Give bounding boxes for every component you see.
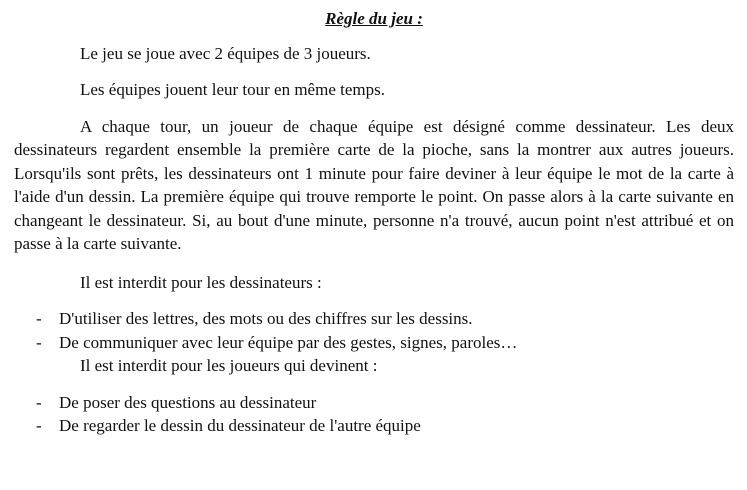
list-item xyxy=(14,391,734,415)
bullet-dash: - xyxy=(36,392,42,412)
bullet-dash: - xyxy=(36,416,42,435)
list-item xyxy=(14,331,734,355)
list-item-text: D'utiliser des lettres, des mots ou des chiffres sur les dessins. xyxy=(59,309,473,328)
list-item xyxy=(14,307,734,331)
guessers-forbidden-list xyxy=(14,391,734,438)
list-item-text: De regarder le dessin du dessinateur de l'autre équipe xyxy=(59,416,421,435)
drawers-forbidden-list xyxy=(14,307,734,354)
rules-document xyxy=(14,7,734,438)
rule-paragraph-play: A chaque tour, un joueur de chaque équipe est désigné comme dessinateur. Les deux dessinateurs regardent ensemble la première carte de la pioche, sans la montrer aux autres joueurs. Lorsqu'ils sont prêts, les dessinateurs ont 1 minute pour faire deviner à leur équipe le mot de la carte à l'aide d'un dessin. La première équipe qui trouve remporte le point. On passe alors à la carte suivante en changeant le dessinateur. Si, au bout d'une minute, personne n'a trouvé, aucun point n'est attribué et on passe à la carte suivante. xyxy=(14,116,734,253)
rule-paragraph-turns: Les équipes jouent leur tour en même temps. xyxy=(80,80,385,99)
document-title: Règle du jeu : xyxy=(325,9,423,28)
rule-paragraph-teams: Le jeu se joue avec 2 équipes de 3 joueurs. xyxy=(80,43,371,63)
bullet-dash: - xyxy=(36,309,42,328)
drawers-forbidden-intro: Il est interdit pour les dessinateurs : xyxy=(80,272,322,292)
list-item-text: De communiquer avec leur équipe par des gestes, signes, paroles… xyxy=(59,332,518,352)
list-item-text: De poser des questions au dessinateur xyxy=(59,392,317,412)
bullet-dash: - xyxy=(36,332,42,352)
guessers-forbidden-intro: Il est interdit pour les joueurs qui devinent : xyxy=(80,356,378,375)
list-item xyxy=(14,414,734,438)
